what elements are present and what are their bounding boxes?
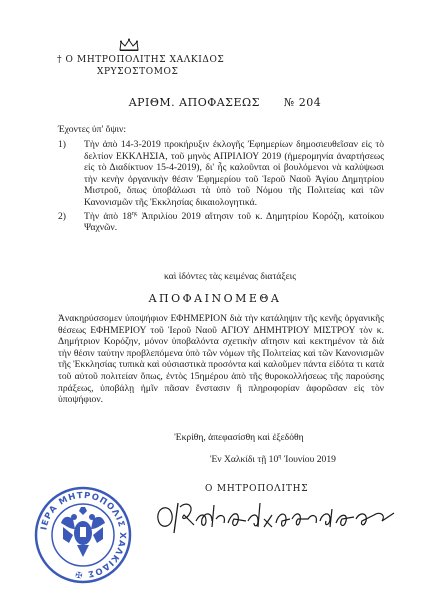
crown-icon (118, 38, 140, 52)
item-text: Τὴν ἀπὸ 14-3-2019 προκήρυξιν ἐκλογῆς Ἐφημερίων δημοσιευθεῖσαν εἰς τὸ δελτίον ΕΚΚΛΗΣΙΑ, τοῦ μηνὸς ΑΠΡΙΛΙΟΥ 2019 (ἡμερομηνία ἀναρτήσεως εἰς τὸ Διαδίκτυον 15-4-2019), δι' ἧς καλοῦνται οἱ βουλόμενοι νὰ καλύψωσι τὴν κενὴν ὀργανικὴν θέσιν Ἐφημερίου τοῦ Ἱεροῦ Ναοῦ Ἁγίου Δημητρίου Μιστροῦ, ὅπως ὑποβάλωσι τὰ ὑπὸ τοῦ Νόμου τῆς Πολιτείας καὶ τῶν Κανονισμῶν τῆς Ἐκκλησίας δικαιολογητικά. (84, 139, 384, 208)
considering-line: καὶ ἰδόντες τὰς κειμένας διατάξεις (163, 271, 297, 282)
header-name: ΧΡΥΣΟΣΤΟΜΟΣ (97, 67, 179, 77)
intro-text: Έχοντες ὑπ' ὄψιν: (58, 124, 127, 135)
dateline-pre: Ἐν Χαλκίδι τῇ 10 (210, 454, 279, 465)
signature (150, 497, 410, 537)
decision-paragraph: Ἀνακηρύσσομεν ὑποψήφιον ΕΦΗΜΕΡΙΟΝ διὰ τὴν κατάληψιν τῆς κενῆς ὀργανικῆς θέσεως ΕΦΗΜΕΡΙΟΥ τοῦ Ἱεροῦ Ναοῦ ΑΓΙΟΥ ΔΗΜΗΤΡΙΟΥ ΜΙΣΤΡΟΥ τὸν κ. Δημήτριον Κορόζην, μόνον ὑποβαλόντα σχετικὴν αἴτησιν καὶ κεκτημένον τὰ διὰ τὴν θέσιν ταύτην προβλεπόμενα ὑπὸ τῶν νόμων τῆς Πολιτείας καὶ τῶν Κανονισμῶν τῆς Ἐκκλησίας τυπικὰ καὶ οὐσιαστικὰ προσόντα καὶ καλοῦμεν πάντα εἰδότα τι κατὰ τοῦ αὐτοῦ πολιτείαν ὅπως, ἐντὸς 15ημέρου ἀπὸ τῆς θυροκολλήσεως τῆς παρούσης πράξεως, ὑποβάλῃ ἡμῖν πᾶσαν ἔνστασιν ἢ πληροφορίαν ἀφορῶσαν εἰς τὸν ὑποψήφιον. (58, 313, 384, 406)
item-text-pre: Τὴν ἀπὸ 18 (84, 210, 132, 222)
svg-text:ΙΕΡΑ ΜΗΤΡΟΠΟΛΙΣ ΧΑΛΚΙΔΟΣ ✠: ΙΕΡΑ ΜΗΤΡΟΠΟΛΙΣ ΧΑΛΚΙΔΟΣ ✠ (39, 490, 128, 580)
judged-line: Ἐκρίθη, ἀπεφασίσθη καὶ ἐξεδόθη (174, 432, 304, 443)
item-number: 2) (58, 210, 66, 222)
dateline-sup: η (278, 453, 282, 460)
decision-heading: ΑΠΟΦΑΙΝΟΜΕΘΑ (148, 292, 282, 305)
item-number: 1) (58, 139, 66, 150)
decision-number-title (0, 96, 430, 109)
item-text-post: Ἀπριλίου 2019 αἴτησιν τοῦ κ. Δημητρίου Κορόζη, κατοίκου Ψαχνῶν. (84, 210, 384, 234)
title-text: ΑΡΙΘΜ. ΑΠΟΦΑΣΕΩΣ (128, 96, 260, 109)
header-metropolitan: † Ο ΜΗΤΡΟΠΟΛΙΤΗΣ ΧΑΛΚΙΔΟΣ (57, 55, 225, 65)
dateline-post: Ἰουνίου 2019 (281, 454, 336, 465)
list-item (58, 211, 384, 234)
item-sup: ης (131, 210, 138, 217)
dateline (0, 454, 430, 466)
signatory-title: Ο ΜΗΤΡΟΠΟΛΙΤΗΣ (205, 484, 309, 494)
list-item (58, 139, 384, 209)
considerations-list (58, 139, 384, 236)
title-number: № 204 (283, 96, 322, 109)
metropolis-seal (33, 485, 133, 585)
